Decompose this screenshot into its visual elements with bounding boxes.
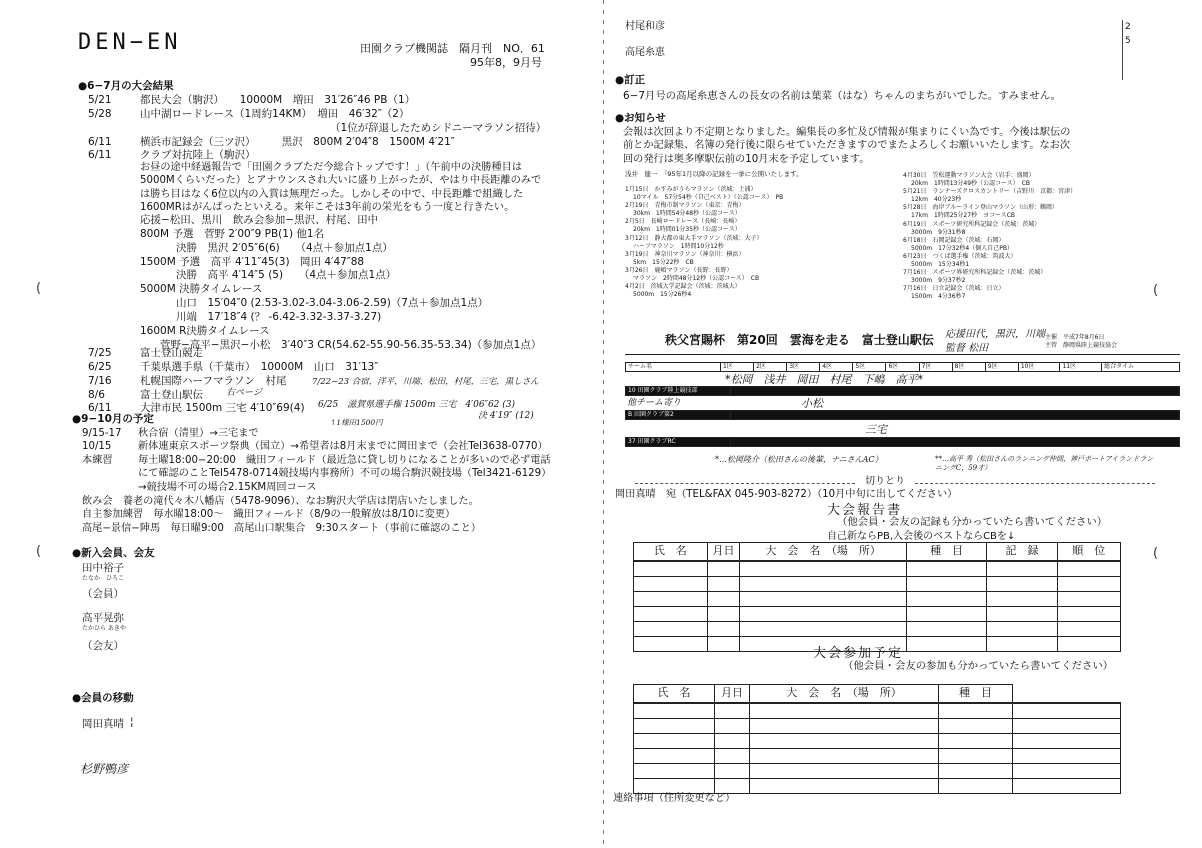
taiko-result-line: 決勝 黒沢 2′05″6(6) （4点＋参加点1点） (176, 241, 393, 254)
results-heading: ●6−7月の大会結果 (78, 80, 174, 92)
result2-row-date: 6/25 (88, 360, 112, 373)
result-row-text: 横浜市記録会（三ツ沢） 黒沢 800M 2′04″8 1500M 4′21″ (140, 135, 455, 148)
result-row (88, 122, 588, 136)
result2-row-text: 千葉県選手県（千葉市） 10000M 山口 31′13″ (140, 360, 379, 373)
notice-text (623, 126, 1183, 166)
schedule-row (82, 427, 597, 440)
schedule-row-text: にて確認のことTel5478-0714競技場内事務所）不可の場合駒沢競技場（Tel3421-6129） (138, 468, 552, 480)
relay-top-rule (625, 354, 1180, 355)
results-list (88, 94, 588, 163)
record-right-line: 5月21日 ランナーズクロスカントリー（吉野川 京都：宮津） (903, 188, 1077, 196)
record-right-line: 4月30日 笠松運動マラソン大会（岩手：盛岡） (903, 172, 1035, 179)
handwritten-note-right-page: 右ページ (226, 388, 262, 398)
name-takao: 高尾糸恵 (625, 47, 665, 58)
taiko-result-line: 山口 15′04″0 (2.53-3.02-3.04-3.06-2.59)（7点＋参加点1点） (176, 297, 489, 310)
taiko-result-line: 川端 17′18″4 (？ -6.42-3.32-3.37-3.27) (176, 311, 382, 324)
result2-row (88, 347, 588, 361)
record-left-line: 2月19日 青梅市制マラソン（東京：青梅） (625, 202, 745, 210)
record-left-line: マラソン 2時間48分12秒（公認コース） CB (633, 275, 760, 283)
schedule-row (82, 440, 597, 453)
record-right-line: 6月23日 つくば選手権（茨城：筑波大） (903, 252, 1017, 260)
result-row-date: 5/28 (88, 107, 112, 120)
result2-row-text: 大津市民 1500m 三宅 4′10″69(4) (140, 402, 305, 415)
result2-row-date: 6/11 (88, 402, 112, 415)
report-note: 自己新ならPB,入会後のベストならCBを↓ (827, 531, 1016, 542)
record-left-line: 5000m 15分26秒4 (633, 291, 692, 299)
result-row-date: 5/21 (88, 94, 112, 106)
report-row[interactable] (634, 576, 1121, 591)
result2-row-text: 札幌国際ハーフマラソン 村尾 (140, 374, 287, 387)
result2-row (88, 361, 588, 375)
report-row[interactable] (634, 621, 1121, 636)
notice-line: 回の発行は奥多摩駅伝前の10月末を予定しています。 (623, 153, 870, 165)
record-right-line: 3000m 9分37秒2 (911, 277, 966, 285)
entry-col-event: 大 会 名 （場 所） (750, 685, 939, 703)
punch-hole-mark-1: ( (36, 281, 42, 296)
record-left-line: 3月12日 静大都の東大手マラソン（茨城：大子） (625, 234, 763, 242)
entry-title: 大会参加予定 (813, 646, 904, 661)
entry-col-name: 氏 名 (634, 685, 715, 703)
taiko-result-line: 1600M R決勝タイムレース (140, 324, 270, 337)
result-row (88, 136, 588, 150)
entry-row[interactable] (634, 778, 1121, 793)
handwritten-signature: 杉野鴨彦 (80, 762, 129, 776)
transfer-blank-mark: ¦ (130, 716, 134, 728)
handwritten-note-1500: ↑1様田1500円 (330, 418, 383, 427)
relay-team-row-3 (625, 437, 1180, 447)
handwritten-note-gasshuku: 7/22~23 合宿，洋平，川端，松田，村尾，三宅，黒しさん (312, 377, 539, 387)
entry-form-table (633, 684, 1121, 794)
new-member-name-2: 高平晃弥 (82, 612, 124, 624)
record-left-line: 30km 1時間54分48秒（公認コース） (633, 210, 741, 218)
right-page (605, 0, 1202, 848)
relay-team-2: B 田園クラブ第2 (626, 411, 731, 420)
result-row-text: 山中湖ロードレース（1周約14KM） 増田 46′32″（2） (140, 107, 410, 120)
record-left-line: ハーフマラソン 1時間10分12秒 (633, 242, 724, 250)
send-to: 岡田真晴 宛（TEL&FAX 045-903-8272）（10月中旬に出してください） (615, 489, 958, 500)
result2-row-text: 富士登山駅伝 (140, 388, 203, 401)
entry-col-date: 月日 (715, 685, 750, 703)
schedule-row-date: 9/15-17 (82, 428, 122, 439)
schedule-row (82, 454, 597, 467)
record-right-line: 6月18日 石岡記録会（茨城：石岡） (903, 236, 1005, 244)
records-left (625, 186, 905, 299)
new-member-furigana-2: たかひら あきや (82, 625, 126, 632)
result-row-text: 都民大会（駒沢） 10000M 増田 31′26″46 PB（1） (140, 94, 416, 106)
relay-runners: *松岡 浅井 岡田 村尾 下嶋 高平* (725, 373, 923, 386)
punch-hole-mark-4: ( (1153, 546, 1159, 561)
result2-row-text: 富士登山競走 (140, 347, 203, 359)
cut-line-right (915, 483, 1155, 484)
result-row-text: （1位が辞退したためシドニーマラソン招待） (330, 121, 547, 134)
taiko-result-line: 1500M 予選 高平 4′11″45(3) 岡田 4′47″88 (140, 255, 365, 268)
record-left-line: 3月19日 神奈川マラソン（神奈川：横浜） (625, 250, 745, 258)
record-right-line: 3000m 9分31秒8 (911, 228, 966, 236)
logo: DEN−EN (78, 30, 182, 55)
schedule-row-date (82, 481, 138, 494)
report-col-name: 氏 名 (634, 543, 708, 561)
schedule-row-date: 10/15 (82, 441, 112, 453)
report-col-discipline: 種 目 (906, 543, 986, 561)
result-row-date (88, 122, 140, 136)
report-col-record: 記 録 (987, 543, 1057, 561)
record-left-line: 4月2日 茨城大学記録会（茨城：茨城大） (625, 283, 741, 291)
contact-notes-label: 連絡事項（住所変更など） (613, 793, 736, 804)
issue-date: 95年8，9月号 (470, 56, 542, 69)
result-row (88, 108, 588, 122)
report-col-date: 月日 (707, 543, 740, 561)
taiko-results (140, 214, 600, 353)
report-col-event: 大 会 名 （場 所） (740, 543, 907, 561)
schedule-row-date (82, 467, 138, 480)
relay-footnote-1: *…松岡隆介（松田さんの後輩，ナニさんAC） (715, 455, 883, 464)
result-row (88, 94, 588, 108)
result-row-date: 6/11 (88, 135, 112, 148)
result-row-text: クラブ対抗陸上（駒沢） (140, 149, 256, 162)
relay-organizer-2: 主管 静岡県陸上競技協会 (1045, 342, 1118, 349)
entry-subtitle: （他会員・会友の参加も分かっていたら書いてください） (843, 660, 1114, 672)
report-row[interactable] (634, 606, 1121, 621)
report-row[interactable] (634, 591, 1121, 606)
result2-row-date: 7/25 (88, 347, 112, 359)
schedule-heading: ●9−10月の予定 (72, 413, 154, 425)
handwritten-note-final: 決 4′19″ (12) (478, 411, 534, 421)
schedule-row-text: 新体連東京スポーツ祭典（国立）→希望者は8月末までに岡田まで（会社Tel3638-0770） (138, 441, 548, 453)
relay-other-team-label: 他チーム寄り (627, 398, 682, 408)
entry-row[interactable] (634, 733, 1121, 748)
entry-col-discipline: 種 目 (939, 685, 1013, 703)
report-row[interactable] (634, 561, 1121, 577)
page-mark-5: 5 (1125, 36, 1131, 46)
relay-footnote-2: **…高平 秀（松田さんのランニング仲間，神戸ポートアイランドランニングC，59才） (935, 455, 1154, 472)
handwritten-note-shiga: 6/25 滋賀県選手権 1500m 三宅 4′06″62 (3) (318, 400, 516, 410)
record-right-line: 20km 1時間13分49秒（公認コース） CB (911, 180, 1031, 188)
taiko-result-line: 800M 予選 菅野 2′00″9 PB(1) 他1名 (140, 227, 325, 240)
schedule-row-date: 本練習 (82, 454, 113, 466)
entry-row[interactable] (634, 718, 1121, 733)
result2-row-date: 7/16 (88, 374, 112, 387)
record-right-line: 12km 40分23秒 (911, 196, 962, 204)
record-left-line: 3月26日 鹿嶋マラソン（長野：長野） (625, 266, 733, 274)
schedule-row-text: →競技場不可の場合2.15KM周回コース (138, 481, 317, 493)
schedule-extra-line: 飲み会 養老の滝代々木八幡店（5478-9096）、なお駒沢大学店は閉店いたしました。 (82, 496, 479, 507)
record-left-line: 10マイル 57分54秒（自己ベスト）（公認コース） PB (633, 194, 784, 202)
record-right-line: 17km 1時間25分27秒 ヨコースCB (911, 212, 1016, 220)
relay-support: 応援田代，黒沢，川端 (945, 329, 1045, 340)
notice-line: 会報は次回より不定期となりました。編集長の多忙及び情報が集まりにくい為です。今後は駅伝の (623, 127, 1071, 138)
record-right-line: 5000m 17分32秒4（個人自己PB） (911, 244, 1013, 252)
relay-team-1: 10 田園クラブ陸上競技部 (626, 387, 731, 396)
new-member-furigana-1: たなか ひろこ (82, 575, 125, 582)
entry-row[interactable] (634, 703, 1121, 719)
relay-komatsu: 小松 (801, 397, 823, 410)
cut-line-left (635, 483, 855, 484)
result-row-date: 6/11 (88, 149, 112, 162)
record-right-line: 7月16日 スポーツ界研究所科記録会（茨城：茨城） (903, 269, 1047, 277)
publication-title: 田園クラブ機関誌 隔月刊 NO．61 (360, 42, 545, 55)
schedule-row (82, 467, 597, 480)
relay-header-row: チーム名 1区 2区 3区 4区 5区 6区 7区 8区 9区 10区 11区 総合タイム (625, 362, 1180, 372)
punch-hole-mark-2: ( (36, 544, 42, 559)
record-left-line: 1月15日 かすみがうらマラソン（茨城：土浦） (625, 186, 757, 193)
taiko-para-line: 1600MRはがんばったといえる。来年こそは3年前の栄光をもう一度と行きたい。 (140, 202, 515, 214)
entry-row[interactable] (634, 763, 1121, 778)
taiko-para-line: お昼の途中経過報告で「田園クラブただ今総合トップです！」（午前中の決勝種目は (140, 162, 523, 173)
name-muraoka: 村尾和彦 (625, 21, 665, 32)
entry-row[interactable] (634, 748, 1121, 763)
record-right-line: 6月19日 スポーツ研究所科記録会（茨城：茨城） (903, 220, 1041, 228)
report-col-rank: 順 位 (1057, 543, 1120, 561)
punch-hole-mark-3: ( (1153, 283, 1159, 298)
notice-line: 前とか記録集、名簿の発行後に限らせていただきますのでまたよろしくお願いいたします。なお次 (623, 140, 1071, 152)
relay-title: 秩父宮賜杯 第20回 雲海を走る 富士登山駅伝 (665, 333, 934, 347)
transfer-name: 岡田真晴 (82, 718, 124, 730)
record-right-line: 5月28日 海岸ブルーライン登山マラソン（山形：鶴岡） (903, 204, 1059, 212)
taiko-result-line: 決勝 高平 4′14″5 (5) （4点＋参加点1点） (176, 269, 397, 282)
relay-team-row-1 (625, 386, 1180, 396)
relay-coach: 監督 松田 (945, 343, 989, 354)
record-left-line: 20km 1時間01分35秒（公認コース） (633, 226, 741, 234)
correction-text: 6−7月号の高尾糸恵さんの長女の名前は葉菜（はな）ちゃんのまちがいでした。すみません。 (623, 90, 1062, 102)
record-right-line: 7月16日 日立記録会（茨城：日立） (903, 285, 1005, 293)
schedule-row (82, 481, 597, 494)
correction-heading: ●訂正 (615, 74, 646, 86)
taiko-para-line: は勝ち目はなく6位以内の入賞は無理だった。しかしその中で、中長距離で組織した (140, 188, 524, 200)
relay-team-3: 37 田園クラブRC (626, 438, 731, 447)
page-mark-rule (1122, 20, 1123, 80)
schedule-extra-line: 高尾−景信−陣馬 毎日曜9:00 高尾山口駅集合 9:30スタート（事前に確認のこと） (82, 522, 482, 534)
records-right (903, 172, 1183, 302)
new-member-name-1: 田中裕子 (82, 562, 124, 574)
center-fold-line (603, 0, 604, 848)
schedule-extra (82, 495, 597, 535)
transfer-heading: ●会員の移動 (72, 692, 134, 704)
relay-organizer-1: 主催 平成7年8月6日 (1045, 334, 1105, 341)
page-mark-2: 2 (1125, 22, 1131, 32)
record-left-line: 5km 15分22秒 CB (633, 258, 694, 266)
result2-row-date: 8/6 (88, 388, 105, 401)
new-members-heading: ●新入会員、会友 (72, 547, 155, 559)
records-title: 浅井 健一 「95年1月以降の記録を一挙に公開いたします。 (625, 170, 803, 178)
record-left-line: 2月5日 長崎ロードレース（長崎：長崎） (625, 218, 741, 226)
schedule-extra-line: 自主参加練習 毎水曜18:00〜 織田フィールド（8/9の一般解放は8/10に変更） (82, 509, 456, 521)
relay-miyake: 三宅 (865, 423, 887, 436)
schedule-row-text: 毎土曜18:00−20:00 織田フィールド（最近急に貸し切りになることが多いので必ず電話 (138, 454, 551, 466)
new-member-type-2: （会友） (82, 640, 124, 652)
taiko-result-line: 5000M 決勝タイムレース (140, 283, 263, 296)
report-title: 大会報告書 (827, 503, 903, 518)
schedule-row-text: 秋合宿（清里）→三宅まで (138, 428, 259, 439)
cut-label: 切りとり (865, 476, 905, 487)
taiko-para-line: 5000Mくらいだった）とアナウンスされ大いに盛り上がったが、やはり中長距離のみで (140, 175, 542, 187)
relay-team-row-2 (625, 410, 1180, 420)
report-subtitle: （他会員・会友の記録も分かっていたら書いてください） (837, 516, 1108, 528)
new-member-type-1: （会員） (82, 588, 124, 600)
notice-heading: ●お知らせ (615, 112, 666, 124)
schedule-list (82, 427, 597, 494)
entry-col-blank (1013, 685, 1121, 703)
taiko-paragraph (140, 161, 600, 215)
record-right-line: 5000m 15分34秒1 (911, 261, 970, 269)
taiko-result-line: 菅野−高平−黒沢−小松 3′40″3 CR(54.62-55.90-56.35-53.34)（参加点1点） (160, 338, 542, 351)
record-right-line: 1500m 4分36秒7 (911, 293, 966, 301)
report-form-table (633, 542, 1121, 652)
taiko-result-line: 応援−松田、黒川 飲み会参加−黒沢、村尾、田中 (140, 214, 379, 226)
left-page (0, 0, 600, 848)
